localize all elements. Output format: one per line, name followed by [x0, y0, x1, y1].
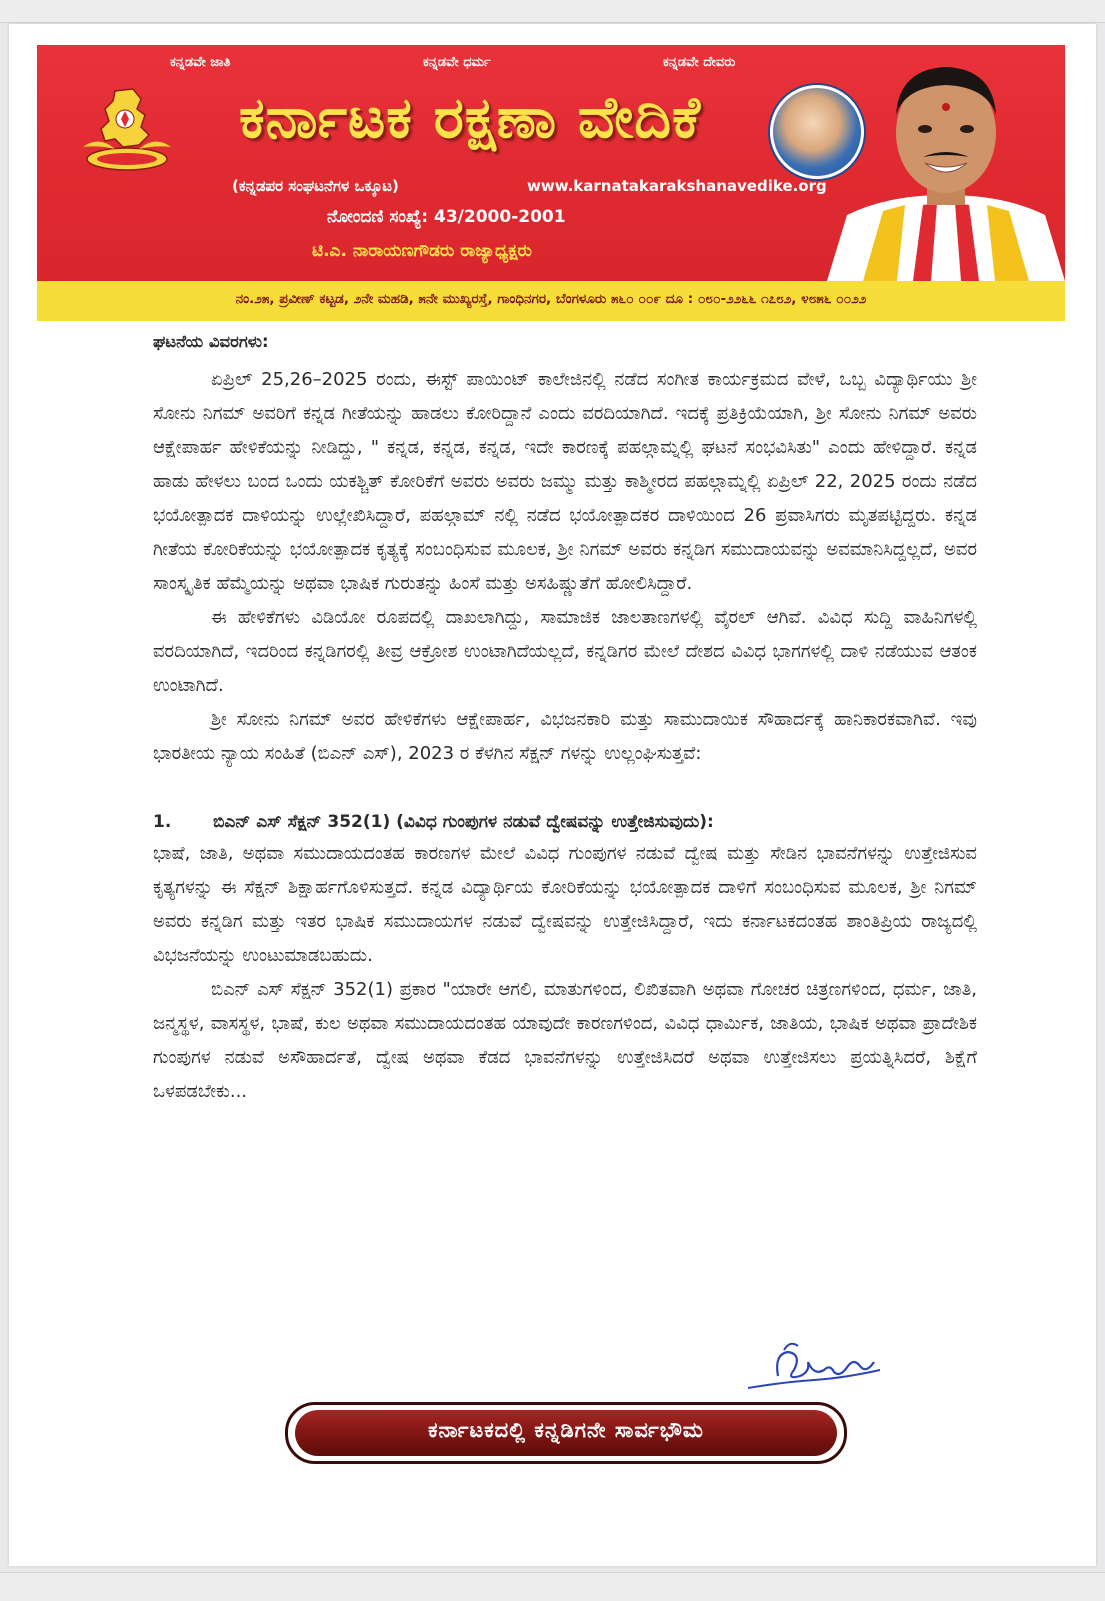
organization-name: ಕರ್ನಾಟಕ ರಕ್ಷಣಾ ವೇದಿಕೆ	[239, 85, 701, 151]
letterhead-banner	[37, 45, 1065, 281]
address-bar	[37, 281, 1065, 321]
footer-motto-badge	[285, 1402, 847, 1464]
paragraph-incident: ಏಪ್ರಿಲ್ 25,26–2025 ರಂದು, ಈಸ್ಟ್ ಪಾಯಿಂಟ್ ಕಾಲೇಜಿನಲ್ಲಿ ನಡೆದ ಸಂಗೀತ ಕಾರ್ಯಕ್ರಮದ ವೇಳೆ, ಒಬ್ಬ ವಿದ್ಯಾರ್ಥಿಯು ಶ್ರೀ ಸೋನು ನಿಗಮ್ ಅವರಿಗೆ ಕನ್ನಡ ಗೀತೆಯನ್ನು ಹಾಡಲು ಕೋರಿದ್ದಾನೆ ಎಂದು ವರದಿಯಾಗಿದೆ. ಇದಕ್ಕೆ ಪ್ರತಿಕ್ರಿಯೆಯಾಗಿ, ಶ್ರೀ ಸೋನು ನಿಗಮ್ ಅವರು ಆಕ್ಷೇಪಾರ್ಹ ಹೇಳಿಕೆಯನ್ನು ನೀಡಿದ್ದು, " ಕನ್ನಡ, ಕನ್ನಡ, ಕನ್ನಡ, ಇದೇ ಕಾರಣಕ್ಕೆ ಪಹಲ್ಗಾಮ್ನಲ್ಲಿ ಘಟನೆ ಸಂಭವಿಸಿತು" ಎಂದು ಹೇಳಿದ್ದಾರೆ. ಕನ್ನಡ ಹಾಡು ಹೇಳಲು ಬಂದ ಒಂದು ಯಕಶ್ಚಿತ್ ಕೋರಿಕೆಗೆ ಅವರು ಅವರು ಜಮ್ಮು ಮತ್ತು ಕಾಶ್ಮೀರದ ಪಹಲ್ಗಾಮ್ನಲ್ಲಿ ಏಪ್ರಿಲ್ 22, 2025 ರಂದು ನಡೆದ ಭಯೋತ್ಪಾದಕ ದಾಳಿಯನ್ನು ಉಲ್ಲೇಖಿಸಿದ್ದಾರೆ, ಪಹಲ್ಗಾಮ್ ನಲ್ಲಿ ನಡೆದ ಭಯೋತ್ಪಾದಕರ ದಾಳಿಯಿಂದ 26 ಪ್ರವಾಸಿಗರು ಮೃತಪಟ್ಟಿದ್ದರು. ಕನ್ನಡ ಗೀತೆಯ ಕೋರಿಕೆಯನ್ನು ಭಯೋತ್ಪಾದಕ ಕೃತ್ಯಕ್ಕೆ ಸಂಬಂಧಿಸುವ ಮೂಲಕ, ಶ್ರೀ ನಿಗಮ್ ಅವರು ಕನ್ನಡಿಗ ಸಮುದಾಯವನ್ನು ಅವಮಾನಿಸಿದ್ದಲ್ಲದೆ, ಅವರ ಸಾಂಸ್ಕೃತಿಕ ಹೆಮ್ಮೆಯನ್ನು ಅಥವಾ ಭಾಷಿಕ ಗುರುತನ್ನು ಹಿಂಸೆ ಮತ್ತು ಅಸಹಿಷ್ಣುತೆಗೆ ಹೋಲಿಸಿದ್ದಾರೆ.	[153, 369, 977, 594]
office-address: ನಂ.೨೫, ಪ್ರವೀಣ್ ಕಟ್ಟಡ, ೨ನೇ ಮಹಡಿ, ೫ನೇ ಮುಖ್ಯರಸ್ತೆ, ಗಾಂಧಿನಗರ, ಬೆಂಗಳೂರು ೫೬೦ ೦೦೯ ದೂ : ೦೮೦-೨೨೬೬ ೧೭೮೨, ೪೮೫೬ ೦೦೨೨	[235, 291, 867, 307]
handwritten-signature	[744, 1336, 884, 1406]
section-heading	[153, 807, 977, 837]
footer-motto: ಕರ್ನಾಟಕದಲ್ಲಿ ಕನ್ನಡಿಗನೇ ಸಾರ್ವಭೌಮ	[295, 1410, 837, 1456]
president-portrait	[827, 45, 1065, 281]
viewer-bottom-strip	[0, 1572, 1105, 1601]
registration-number: ನೋಂದಣಿ ಸಂಖ್ಯೆ: 43/2000-2001	[327, 207, 566, 227]
paragraph-legal-violation: ಶ್ರೀ ಸೋನು ನಿಗಮ್ ಅವರ ಹೇಳಿಕೆಗಳು ಆಕ್ಷೇಪಾರ್ಹ, ವಿಭಜನಕಾರಿ ಮತ್ತು ಸಾಮುದಾಯಿಕ ಸೌಹಾರ್ದಕ್ಕೆ ಹಾನಿಕಾರಕವಾಗಿವೆ. ಇವು ಭಾರತೀಯ ನ್ಯಾಯ ಸಂಹಿತೆ (ಬಿಎನ್ ಎಸ್), 2023 ರ ಕೆಳಗಿನ ಸೆಕ್ಷನ್ ಗಳನ್ನು ಉಲ್ಲಂಘಿಸುತ್ತವೆ:	[153, 709, 977, 764]
president-name: ಟಿ.ಎ. ನಾರಾಯಣಗೌಡರು ರಾಜ್ಯಾಧ್ಯಕ್ಷರು	[312, 241, 532, 261]
section-number: 1.	[153, 812, 172, 832]
paragraph-section-quote: ಬಿಎನ್ ಎಸ್ ಸೆಕ್ಷನ್ 352(1) ಪ್ರಕಾರ "ಯಾರೇ ಆಗಲಿ, ಮಾತುಗಳಿಂದ, ಲಿಖಿತವಾಗಿ ಅಥವಾ ಗೋಚರ ಚಿತ್ರಣಗಳಿಂದ, ಧರ್ಮ, ಜಾತಿ, ಜನ್ಮಸ್ಥಳ, ವಾಸಸ್ಥಳ, ಭಾಷೆ, ಕುಲ ಅಥವಾ ಸಮುದಾಯದಂತಹ ಯಾವುದೇ ಕಾರಣಗಳಿಂದ, ವಿವಿಧ ಧಾರ್ಮಿಕ, ಜಾತಿಯ, ಭಾಷಿಕ ಅಥವಾ ಪ್ರಾದೇಶಿಕ ಗುಂಪುಗಳ ನಡುವೆ ಅಸೌಹಾರ್ದತೆ, ದ್ವೇಷ ಅಥವಾ ಕೆಡದ ಭಾವನೆಗಳನ್ನು ಉತ್ತೇಜಿಸಿದರೆ ಅಥವಾ ಉತ್ತೇಜಿಸಲು ಪ್ರಯತ್ನಿಸಿದರೆ, ಶಿಕ್ಷೆಗೆ ಒಳಪಡಬೇಕು...	[153, 979, 977, 1102]
document-page	[9, 24, 1096, 1566]
letter-body	[153, 329, 977, 1109]
paragraph-section-explanation: ಭಾಷೆ, ಜಾತಿ, ಅಥವಾ ಸಮುದಾಯದಂತಹ ಕಾರಣಗಳ ಮೇಲೆ ವಿವಿಧ ಗುಂಪುಗಳ ನಡುವೆ ದ್ವೇಷ ಮತ್ತು ಸೇಡಿನ ಭಾವನೆಗಳನ್ನು ಉತ್ತೇಜಿಸುವ ಕೃತ್ಯಗಳನ್ನು ಈ ಸೆಕ್ಷನ್ ಶಿಕ್ಷಾರ್ಹಗೊಳಿಸುತ್ತದೆ. ಕನ್ನಡ ವಿದ್ಯಾರ್ಥಿಯ ಕೋರಿಕೆಯನ್ನು ಭಯೋತ್ಪಾದಕ ದಾಳಿಗೆ ಸಂಬಂಧಿಸುವ ಮೂಲಕ, ಶ್ರೀ ನಿಗಮ್ ಅವರು ಕನ್ನಡಿಗ ಮತ್ತು ಇತರ ಭಾಷಿಕ ಸಮುದಾಯಗಳ ನಡುವೆ ದ್ವೇಷವನ್ನು ಉತ್ತೇಜಿಸಿದ್ದಾರೆ, ಇದು ಕರ್ನಾಟಕದಂತಹ ಶಾಂತಿಪ್ರಿಯ ರಾಜ್ಯದಲ್ಲಿ ವಿಭಜನೆಯನ್ನು ಉಂಟುಮಾಡಬಹುದು.	[153, 843, 977, 966]
organization-subtitle: (ಕನ್ನಡಪರ ಸಂಘಟನೆಗಳ ಒಕ್ಕೂಟ)	[232, 177, 399, 195]
section-title-text: ಬಿಎನ್ ಎಸ್ ಸೆಕ್ಷನ್ 352(1) (ವಿವಿಧ ಗುಂಪುಗಳ ನಡುವೆ ದ್ವೇಷವನ್ನು ಉತ್ತೇಜಿಸುವುದು):	[213, 812, 714, 832]
incident-details-heading: ಘಟನೆಯ ವಿವರಗಳು:	[153, 332, 269, 351]
slogan-center: ಕನ್ನಡವೇ ಧರ್ಮ	[423, 55, 491, 70]
slogan-left: ಕನ್ನಡವೇ ಜಾತಿ	[170, 55, 231, 70]
viewer-top-strip	[0, 0, 1105, 23]
slogan-right: ಕನ್ನಡವೇ ದೇವರು	[663, 55, 736, 70]
paragraph-viral-video: ಈ ಹೇಳಿಕೆಗಳು ವಿಡಿಯೋ ರೂಪದಲ್ಲಿ ದಾಖಲಾಗಿದ್ದು, ಸಾಮಾಜಿಕ ಜಾಲತಾಣಗಳಲ್ಲಿ ವೈರಲ್ ಆಗಿವೆ. ವಿವಿಧ ಸುದ್ದಿ ವಾಹಿನಿಗಳಲ್ಲಿ ವರದಿಯಾಗಿದೆ, ಇದರಿಂದ ಕನ್ನಡಿಗರಲ್ಲಿ ತೀವ್ರ ಆಕ್ರೋಶ ಉಂಟಾಗಿದೆಯಲ್ಲದೆ, ಕನ್ನಡಿಗರ ಮೇಲೆ ದೇಶದ ವಿವಿಧ ಭಾಗಗಳಲ್ಲಿ ದಾಳಿ ನಡೆಯುವ ಆತಂಕ ಉಂಟಾಗಿದೆ.	[153, 607, 977, 696]
website-url: www.karnatakarakshanavedike.org	[527, 177, 827, 195]
